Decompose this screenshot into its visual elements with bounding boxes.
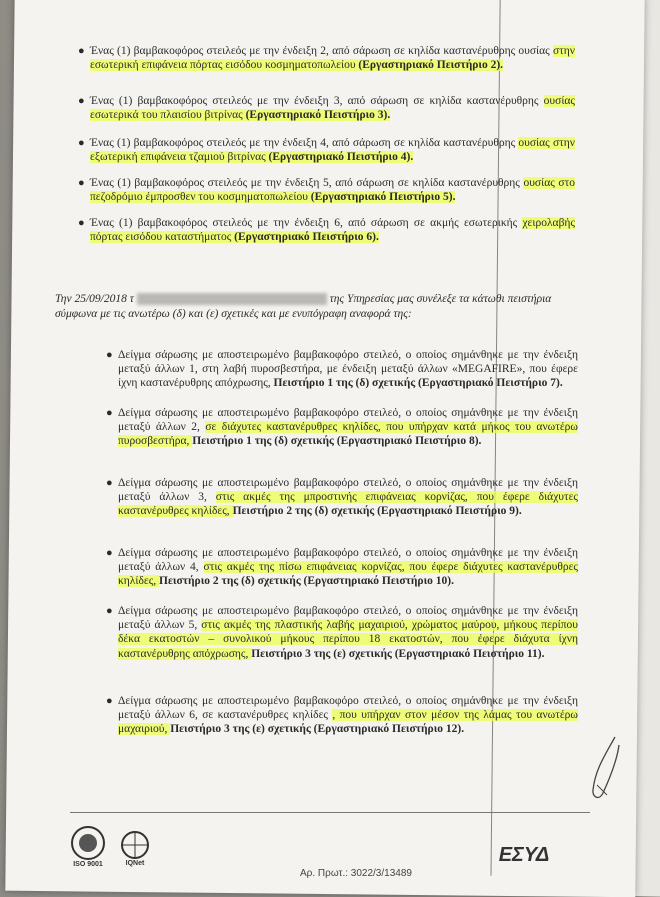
iqnet-globe-icon	[120, 830, 150, 860]
item-highlight: ουσίας εσωτερικά του πλαισίου βιτρίνας	[90, 95, 575, 121]
iqnet-label: IQNet	[125, 859, 145, 867]
bullet-icon: ●	[78, 95, 85, 107]
item-highlight: στην εσωτερική επιφάνεια πόρτας εισόδου κοσμηματοπωλείου	[90, 45, 575, 71]
item-text: Ένας (1) βαμβακοφόρος στειλεός με την ένδειξη 2, από σάρωση σε κηλίδα καστανέρυθρης ουσίας	[90, 45, 553, 57]
bullet-icon: ●	[78, 177, 85, 189]
esyd-label: ΕΣΥΔ	[498, 843, 550, 866]
item-bold: (Εργαστηριακό Πειστήριο 6).	[234, 231, 379, 243]
intro-end: της Υπηρεσίας μας συνέλεξε τα κάτωθι πειστήρια σύμφωνα με τις ανωτέρω (δ) και (ε) σχετικές και με ενυπόγραφη αναφορά της:	[55, 293, 552, 320]
sample-bold: Πειστήριο 2 της (δ) σχετικής (Εργαστηριακό Πειστήριο 10).	[159, 575, 454, 588]
bullet-icon: ●	[106, 547, 113, 559]
sample-item	[106, 476, 578, 519]
redacted-block	[137, 293, 327, 305]
sample-highlight: στις ακμές της πίσω επιφάνειας κορνίζας, που έφερε διάχυτες καστανέρυθρες κηλίδες,	[118, 561, 578, 588]
bullet-icon: ●	[106, 349, 113, 361]
protocol-number: Αρ. Πρωτ.: 3022/3/13489	[300, 868, 412, 879]
signature-scribble	[585, 735, 625, 805]
bullet-icon: ●	[106, 695, 113, 707]
item-highlight: ουσίας στο πεζοδρόμιο έμπροσθεν του κοσμηματοπωλείου	[90, 177, 575, 203]
item-bold: (Εργαστηριακό Πειστήριο 5).	[310, 191, 456, 203]
item-highlight: ουσίας στην εξωτερική επιφάνεια τζαμιού βιτρίνας	[90, 137, 575, 163]
intro-start: Την 25/09/2018 τ	[55, 293, 134, 305]
item-highlight: χειρολαβής πόρτας εισόδου καταστήματος	[90, 217, 575, 243]
sample-highlight: , που υπήρχαν στον μέσον της λάμας του ανωτέρω μαχαιριού,	[118, 709, 578, 736]
sample-item	[106, 546, 578, 589]
bullet-icon: ●	[78, 137, 85, 149]
sample-item	[106, 694, 578, 737]
evidence-item	[78, 216, 575, 244]
item-bold: (Εργαστηριακό Πειστήριο 2).	[358, 59, 504, 71]
sample-item	[106, 406, 578, 449]
footer-divider	[70, 812, 590, 813]
sample-item	[106, 348, 578, 391]
evidence-item	[78, 136, 575, 164]
bullet-icon: ●	[106, 407, 113, 419]
sample-text: Δείγμα σάρωσης με αποστειρωμένο βαμβακοφόρο στειλεό, ο οποίος σημάνθηκε με την ένδειξη μεταξύ άλλων 5,	[118, 605, 578, 632]
evidence-item	[78, 94, 575, 122]
bullet-icon: ●	[106, 477, 113, 489]
iqnet-logo	[118, 826, 152, 870]
item-bold: (Εργαστηριακό Πειστήριο 3).	[245, 109, 391, 121]
iso-seal-icon	[70, 825, 106, 861]
sample-highlight: στις ακμές της πλαστικής λαβής μαχαιριού, χρώματος μαύρου, μήκους περίπου δέκα εκατοστών – συνολικού μήκους περίπου 18 εκατοστών, που έφερε διάχυτα ίχνη καστανέρυθρης απόχρωσης,	[118, 619, 578, 660]
esyd-logo	[500, 840, 548, 870]
sample-bold: Πειστήριο 3 της (ε) σχετικής (Εργαστηριακό Πειστήριο 12).	[170, 723, 465, 736]
sample-item	[106, 604, 578, 661]
iso-label: ISO 9001	[73, 860, 103, 868]
sample-text: Δείγμα σάρωσης με αποστειρωμένο βαμβακοφόρο στειλεό, ο οποίος σημάνθηκε με την ένδειξη μεταξύ άλλων 4,	[118, 547, 578, 574]
bullet-icon: ●	[78, 217, 85, 229]
item-text: Ένας (1) βαμβακοφόρος στειλεός με την ένδειξη 4, από σάρωση σε κηλίδα καστανέρυθρης	[90, 137, 519, 149]
sample-highlight: στις ακμές της μπροστινής επιφάνειας κορνίζας, που έφερε διάχυτες καστανέρυθρες κηλίδες,	[118, 491, 578, 518]
sample-text: Δείγμα σάρωσης με αποστειρωμένο βαμβακοφόρο στειλεό, ο οποίος σημάνθηκε με την ένδειξη μεταξύ άλλων 2,	[118, 407, 578, 434]
sample-bold: Πειστήριο 3 της (ε) σχετικής (Εργαστηριακό Πειστήριο 11).	[251, 647, 545, 660]
bullet-icon: ●	[78, 45, 85, 57]
sample-bold: Πειστήριο 1 της (δ) σχετικής (Εργαστηριακό Πειστήριο 8).	[192, 435, 482, 448]
item-text: Ένας (1) βαμβακοφόρος στειλεός με την ένδειξη 5, από σάρωση σε κηλίδα καστανέρυθρης	[90, 177, 524, 189]
sample-highlight: σε διάχυτες καστανέρυθρες κηλίδες, που υπήρχαν κατά μήκος του ανωτέρω πυροσβεστήρα,	[118, 421, 578, 448]
sample-text: Δείγμα σάρωσης με αποστειρωμένο βαμβακοφόρο στειλεό, ο οποίος σημάνθηκε με την ένδειξη μεταξύ άλλων 1, στη λαβή πυροσβεστήρα, με ένδειξη μεταξύ άλλων «MEGAFIRE», που έφερε ίχνη καστανέρυθρης απόχρωσης,	[118, 349, 578, 390]
intro-paragraph	[55, 292, 575, 322]
item-text: Ένας (1) βαμβακοφόρος στειλεός με την ένδειξη 6, από σάρωση σε ακμής εσωτερικής	[90, 217, 523, 229]
sample-bold: Πειστήριο 2 της (δ) σχετικής (Εργαστηριακό Πειστήριο 9).	[232, 505, 522, 518]
bullet-icon: ●	[106, 605, 113, 617]
sample-text: Δείγμα σάρωσης με αποστειρωμένο βαμβακοφόρο στειλεό, ο οποίος σημάνθηκε με την ένδειξη μεταξύ άλλων 3,	[118, 477, 578, 504]
item-bold: (Εργαστηριακό Πειστήριο 4).	[268, 151, 414, 163]
item-text: Ένας (1) βαμβακοφόρος στειλεός με την ένδειξη 3, από σάρωση σε κηλίδα καστανέρυθρης	[90, 95, 544, 107]
evidence-item	[78, 176, 575, 204]
iso-logo	[68, 820, 108, 872]
evidence-item	[78, 44, 575, 72]
sample-text: Δείγμα σάρωσης με αποστειρωμένο βαμβακοφόρο στειλεό, ο οποίος σημάνθηκε με την ένδειξη μεταξύ άλλων 6, σε καστανέρυθρες κηλίδες	[118, 695, 578, 722]
sample-bold: Πειστήριο 1 της (δ) σχετικής (Εργαστηριακό Πειστήριο 7).	[273, 377, 563, 390]
